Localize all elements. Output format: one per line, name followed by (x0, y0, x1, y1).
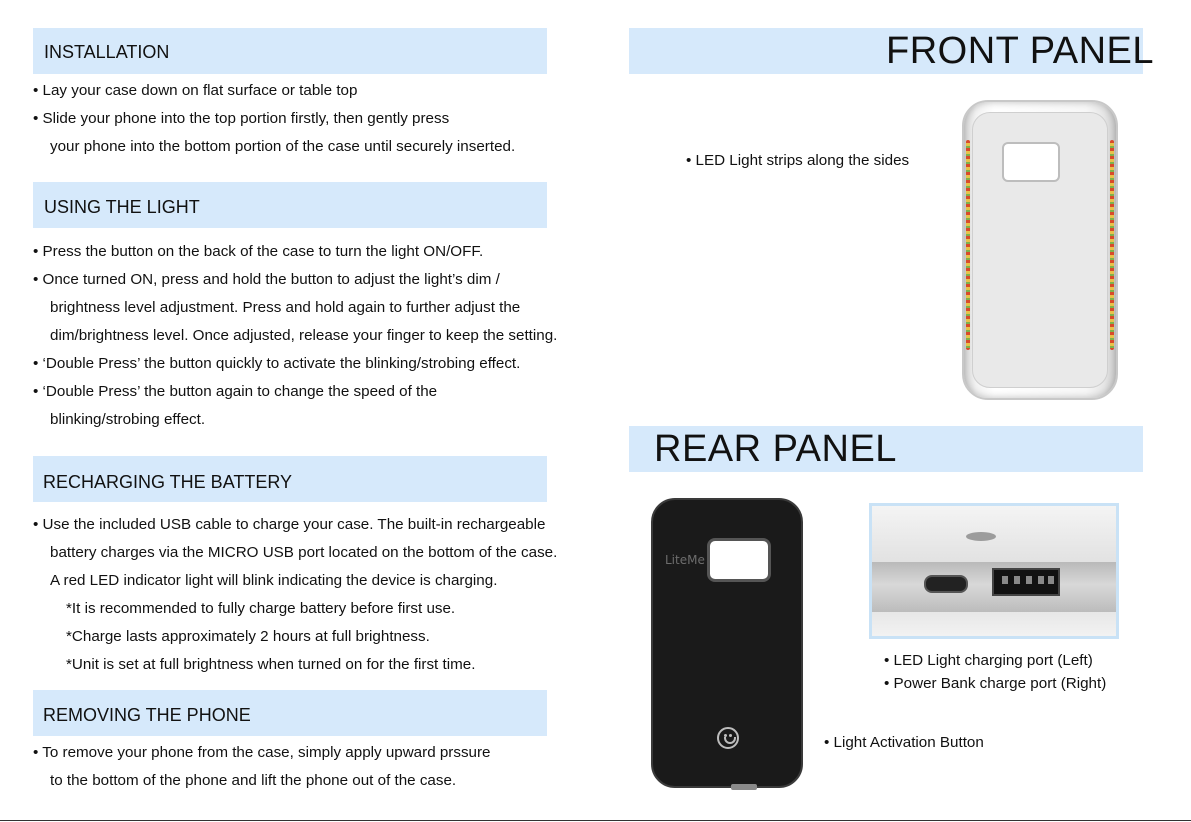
led-strip-left (966, 140, 970, 350)
led-strip-right (1110, 140, 1114, 350)
recharging-line-5: *Charge lasts approximately 2 hours at full brightness. (66, 628, 430, 645)
usb-tab (731, 784, 757, 790)
recharging-line-4: *It is recommended to fully charge battery before first use. (66, 600, 456, 617)
installation-line-2: • Slide your phone into the top portion firstly, then gently press (33, 110, 450, 127)
using-light-line-3: brightness level adjustment. Press and hold again to further adjust the (50, 299, 521, 316)
installation-line-3: your phone into the bottom portion of the case until securely inserted. (50, 138, 516, 155)
charging-ports-photo (869, 503, 1119, 639)
port-photo-bottom (872, 612, 1116, 639)
front-panel-title: FRONT PANEL (886, 30, 1155, 72)
installation-heading: INSTALLATION (44, 42, 170, 62)
rear-case-image (651, 498, 803, 788)
using-light-line-5: • ‘Double Press’ the button quickly to activate the blinking/strobing effect. (33, 355, 521, 372)
using-light-heading: USING THE LIGHT (44, 197, 200, 217)
installation-line-1: • Lay your case down on flat surface or table top (33, 82, 358, 99)
front-camera-window (1002, 142, 1060, 182)
usb-port-icon (992, 568, 1060, 596)
removing-line-2: to the bottom of the phone and lift the phone out of the case. (50, 772, 457, 789)
bottom-rule (0, 820, 1191, 821)
front-case-image (962, 100, 1118, 400)
rear-camera-window (707, 538, 771, 582)
front-panel-led-note: • LED Light strips along the sides (686, 152, 910, 169)
micro-usb-port-icon (924, 575, 968, 593)
recharging-line-1: • Use the included USB cable to charge your case. The built-in rechargeable (33, 516, 546, 533)
removing-line-1: • To remove your phone from the case, simply apply upward prssure (33, 744, 491, 761)
using-light-line-2: • Once turned ON, press and hold the button to adjust the light’s dim / (33, 271, 500, 288)
liteme-logo: LiteMe (665, 553, 705, 567)
recharging-line-6: *Unit is set at full brightness when turned on for the first time. (66, 656, 476, 673)
using-light-line-7: blinking/strobing effect. (50, 411, 206, 428)
port-note-left: • LED Light charging port (Left) (884, 652, 1093, 669)
recharging-line-2: battery charges via the MICRO USB port located on the bottom of the case. (50, 544, 558, 561)
port-photo-slot (966, 532, 996, 541)
using-light-line-6: • ‘Double Press’ the button again to change the speed of the (33, 383, 438, 400)
recharging-line-3: A red LED indicator light will blink indicating the device is charging. (50, 572, 498, 589)
using-light-line-4: dim/brightness level. Once adjusted, release your finger to keep the setting. (50, 327, 558, 344)
rear-panel-title: REAR PANEL (654, 428, 897, 470)
activation-button-note: • Light Activation Button (824, 734, 984, 751)
removing-heading: REMOVING THE PHONE (43, 705, 251, 725)
port-note-right: • Power Bank charge port (Right) (884, 675, 1107, 692)
smiley-button-icon (717, 727, 739, 749)
recharging-heading: RECHARGING THE BATTERY (43, 472, 293, 492)
using-light-line-1: • Press the button on the back of the case to turn the light ON/OFF. (33, 243, 484, 260)
